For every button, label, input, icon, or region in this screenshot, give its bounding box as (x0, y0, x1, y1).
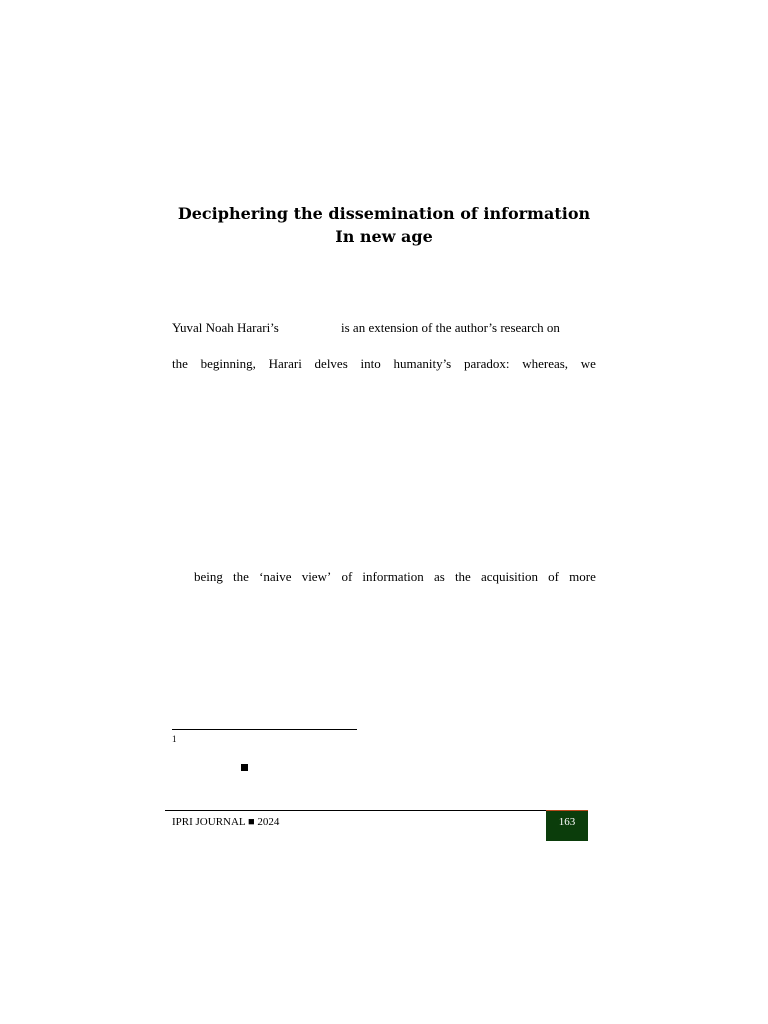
word: beginning, (200, 356, 256, 371)
body-line-1 (172, 320, 596, 336)
word: humanity’s (393, 356, 452, 371)
word: we (580, 356, 596, 371)
page-title-line-2: In new age (335, 227, 433, 246)
footer-divider (165, 810, 546, 811)
word: being (194, 569, 223, 584)
word: more (569, 569, 596, 584)
word: paradox: (463, 356, 510, 371)
body-line-3 (194, 569, 596, 585)
word: as (433, 569, 445, 584)
word: the (454, 569, 471, 584)
word: into (360, 356, 381, 371)
word: information (362, 569, 424, 584)
square-bullet-icon (241, 764, 248, 771)
word: view’ (301, 569, 332, 584)
word: the (233, 569, 249, 584)
footnote-marker: 1 (172, 734, 177, 744)
word: the (172, 356, 188, 371)
footer-journal-label: IPRI JOURNAL ■ 2024 (172, 816, 280, 828)
word: delves (314, 356, 348, 371)
word: acquisition (480, 569, 539, 584)
body-line-2 (172, 356, 596, 372)
word: ‘naive (259, 569, 292, 584)
word: of (548, 569, 559, 584)
body-line-1-left: Yuval Noah Harari’s (172, 320, 279, 335)
page-title-line-1: Deciphering the dissemination of information (177, 204, 591, 223)
page-number: 163 (558, 816, 576, 828)
body-line-1-right: is an extension of the author’s research on (341, 320, 560, 335)
page-number-box (546, 811, 588, 841)
word: whereas, (522, 356, 569, 371)
footnote-divider (172, 729, 357, 730)
word: of (341, 569, 353, 584)
word: Harari (268, 356, 302, 371)
